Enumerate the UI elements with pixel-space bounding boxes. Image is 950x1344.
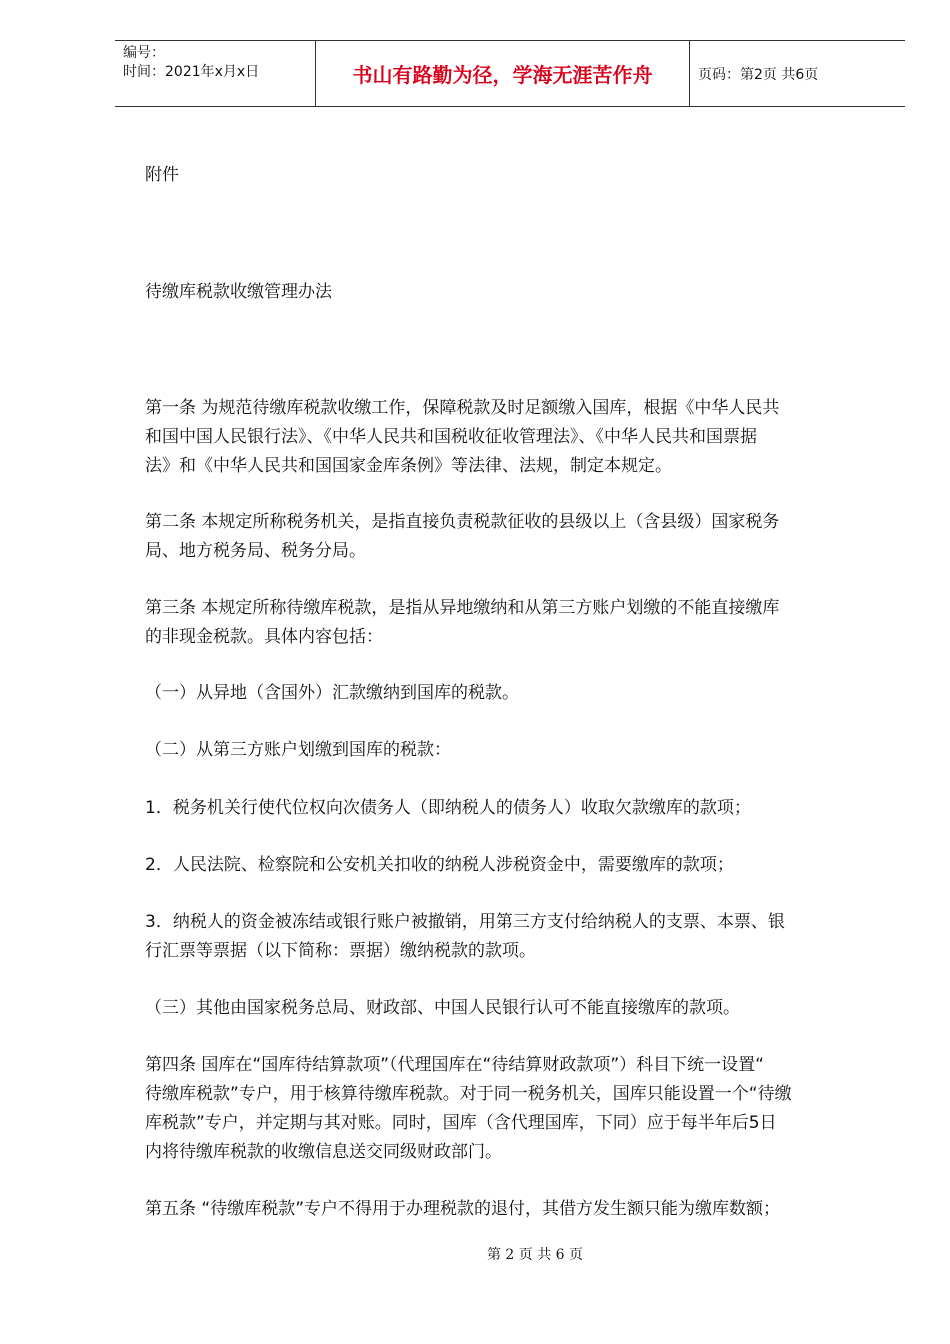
paragraph-line: 和国中国人民银行法》、《中华人民共和国税收征收管理法》、《中华人民共和国票据 xyxy=(145,427,757,447)
paragraph-line: 第一条 为规范待缴库税款收缴工作，保障税款及时足额缴入国库，根据《中华人民共 xyxy=(145,398,780,418)
paragraph-line: （二）从第三方账户划缴到国库的税款： xyxy=(145,740,451,760)
page-footer: 第 2 页 共 6 页 xyxy=(486,1247,584,1263)
paragraph-line: 局、地方税务局、税务分局。 xyxy=(145,541,366,561)
paragraph-line: 第四条 国库在“国库待结算款项”（代理国库在“待结算财政款项”）科目下统一设置“ xyxy=(145,1055,764,1075)
document-title: 待缴库税款收缴管理办法 xyxy=(145,282,332,302)
paragraph-line: 2．人民法院、检察院和公安机关扣收的纳税人涉税资金中，需要缴库的款项； xyxy=(145,855,734,875)
paragraph-line: 的非现金税款。具体内容包括： xyxy=(145,627,383,647)
paragraph-line: 3．纳税人的资金被冻结或银行账户被撤销，用第三方支付给纳税人的支票、本票、银 xyxy=(145,912,785,932)
header-motto: 书山有路勤为径，学海无涯苦作舟 xyxy=(315,41,690,106)
paragraph-line: 待缴库税款”专户，用于核算待缴库税款。对于同一税务机关，国库只能设置一个“待缴 xyxy=(145,1084,792,1104)
paragraph-line: 内将待缴库税款的收缴信息送交同级财政部门。 xyxy=(145,1142,502,1162)
paragraph-line: 第五条 “待缴库税款”专户不得用于办理税款的退付，其借方发生额只能为缴库数额； xyxy=(145,1199,781,1219)
header-time-label: 时间：2021年x月x日 xyxy=(123,64,260,80)
paragraph-line: 1．税务机关行使代位权向次债务人（即纳税人的债务人）收取欠款缴库的款项； xyxy=(145,798,751,818)
paragraph-line: （一）从异地（含国外）汇款缴纳到国库的税款。 xyxy=(145,683,519,703)
header-meta xyxy=(115,41,315,106)
paragraph-line: 法》和《中华人民共和国国家金库条例》等法律、法规，制定本规定。 xyxy=(145,456,672,476)
paragraph-line: 库税款”专户，并定期与其对账。同时，国库（含代理国库，下同）应于每半年后5日 xyxy=(145,1113,777,1133)
paragraph-line: 第三条 本规定所称待缴库税款，是指从异地缴纳和从第三方账户划缴的不能直接缴库 xyxy=(145,598,780,618)
paragraph-line: 第二条 本规定所称税务机关，是指直接负责税款征收的县级以上（含县级）国家税务 xyxy=(145,512,780,532)
paragraph-line: （三）其他由国家税务总局、财政部、中国人民银行认可不能直接缴库的款项。 xyxy=(145,998,740,1018)
attachment-label: 附件 xyxy=(145,165,179,185)
header-page-info: 页码：第2页 共6页 xyxy=(698,66,819,83)
paragraph-line: 行汇票等票据（以下简称：票据）缴纳税款的款项。 xyxy=(145,941,536,961)
header-number-label: 编号： xyxy=(123,45,165,61)
page-header xyxy=(115,40,905,107)
